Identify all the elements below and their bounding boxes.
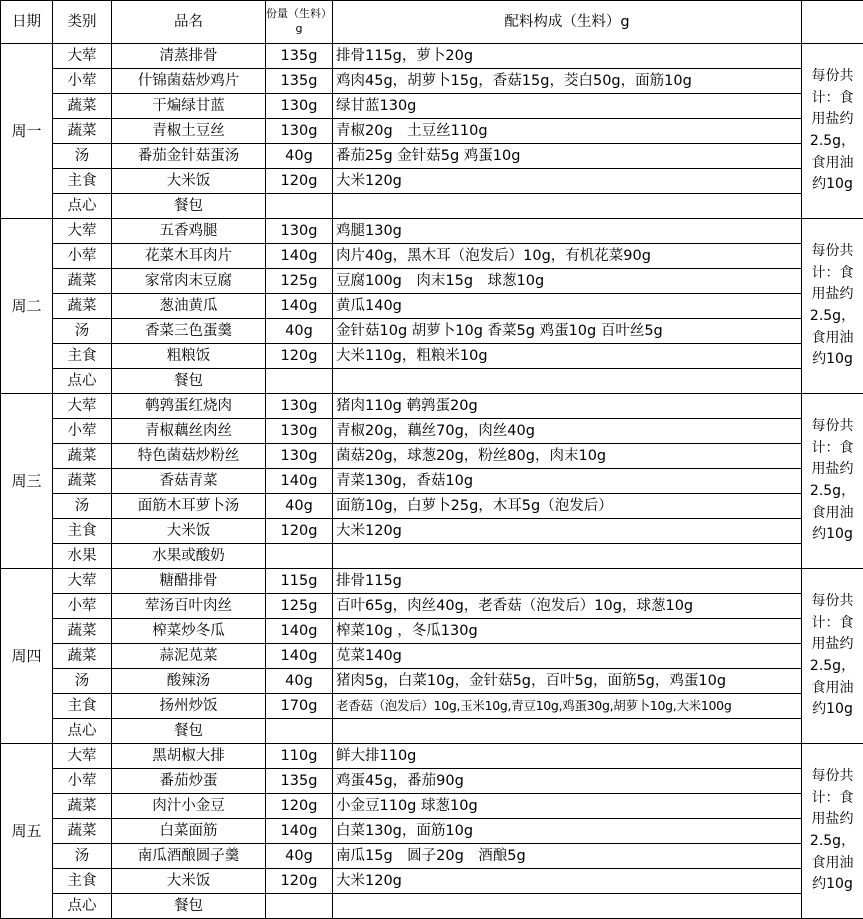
portion-cell: 130g — [266, 444, 333, 469]
table-row — [1, 594, 863, 619]
dish-name-cell: 酸辣汤 — [112, 669, 266, 694]
ingredients-cell: 老香菇（泡发后）10g,玉米10g,青豆10g,鸡蛋30g,胡萝卜10g,大米100g — [333, 694, 802, 719]
category-cell: 汤 — [53, 494, 112, 519]
ingredients-cell: 青椒20g 土豆丝110g — [333, 119, 802, 144]
category-cell: 蔬菜 — [53, 619, 112, 644]
portion-cell: 135g — [266, 69, 333, 94]
dish-name-cell: 鹌鹑蛋红烧肉 — [112, 394, 266, 419]
ingredients-cell: 榨菜10g ，冬瓜130g — [333, 619, 802, 644]
ingredients-cell: 大米120g — [333, 169, 802, 194]
category-cell: 蔬菜 — [53, 269, 112, 294]
nutrition-note: 每份共计：食用盐约2.5g，食用油约10g — [802, 394, 863, 569]
table-row — [1, 444, 863, 469]
ingredients-cell: 排骨115g，萝卜20g — [333, 44, 802, 69]
portion-cell: 130g — [266, 419, 333, 444]
dish-name-cell: 水果或酸奶 — [112, 544, 266, 569]
dish-name-cell: 餐包 — [112, 194, 266, 219]
portion-cell: 135g — [266, 44, 333, 69]
table-row — [1, 494, 863, 519]
portion-cell: 125g — [266, 594, 333, 619]
ingredients-cell: 青椒20g，藕丝70g，肉丝40g — [333, 419, 802, 444]
table-row — [1, 344, 863, 369]
category-cell: 大荤 — [53, 569, 112, 594]
table-row — [1, 869, 863, 894]
day-label: 周一 — [1, 44, 53, 219]
table-row — [1, 894, 863, 919]
portion-cell: 125g — [266, 269, 333, 294]
portion-cell: 120g — [266, 869, 333, 894]
portion-cell: 40g — [266, 144, 333, 169]
portion-cell: 120g — [266, 169, 333, 194]
ingredients-cell: 排骨115g — [333, 569, 802, 594]
table-row — [1, 719, 863, 744]
ingredients-cell: 白菜130g，面筋10g — [333, 819, 802, 844]
dish-name-cell: 糖醋排骨 — [112, 569, 266, 594]
portion-cell: 130g — [266, 94, 333, 119]
table-row — [1, 794, 863, 819]
ingredients-cell: 鲜大排110g — [333, 744, 802, 769]
dish-name-cell: 面筋木耳萝卜汤 — [112, 494, 266, 519]
table-row — [1, 419, 863, 444]
ingredients-cell: 番茄25g 金针菇5g 鸡蛋10g — [333, 144, 802, 169]
table-row — [1, 144, 863, 169]
table-row — [1, 44, 863, 69]
table-row — [1, 94, 863, 119]
table-row — [1, 694, 863, 719]
dish-name-cell: 清蒸排骨 — [112, 44, 266, 69]
category-cell: 小荤 — [53, 419, 112, 444]
header-note — [802, 1, 863, 44]
ingredients-cell: 苋菜140g — [333, 644, 802, 669]
category-cell: 蔬菜 — [53, 119, 112, 144]
ingredients-cell: 豆腐100g 肉末15g 球葱10g — [333, 269, 802, 294]
nutrition-note: 每份共计：食用盐约2.5g，食用油约10g — [802, 569, 863, 744]
portion-cell — [266, 194, 333, 219]
ingredients-cell: 猪肉110g 鹌鹑蛋20g — [333, 394, 802, 419]
table-row — [1, 194, 863, 219]
ingredients-cell: 大米110g，粗粮米10g — [333, 344, 802, 369]
portion-cell — [266, 894, 333, 919]
header-ingredients: 配料构成（生料）g — [333, 1, 802, 44]
header-category: 类别 — [53, 1, 112, 44]
category-cell: 大荤 — [53, 44, 112, 69]
dish-name-cell: 青椒土豆丝 — [112, 119, 266, 144]
table-row — [1, 669, 863, 694]
dish-name-cell: 葱油黄瓜 — [112, 294, 266, 319]
category-cell: 小荤 — [53, 769, 112, 794]
ingredients-cell: 青菜130g，香菇10g — [333, 469, 802, 494]
dish-name-cell: 番茄金针菇蛋汤 — [112, 144, 266, 169]
category-cell: 蔬菜 — [53, 94, 112, 119]
category-cell: 点心 — [53, 894, 112, 919]
category-cell: 大荤 — [53, 744, 112, 769]
ingredients-cell: 大米120g — [333, 519, 802, 544]
category-cell: 小荤 — [53, 69, 112, 94]
portion-cell: 130g — [266, 119, 333, 144]
table-row — [1, 169, 863, 194]
category-cell: 点心 — [53, 194, 112, 219]
ingredients-cell — [333, 894, 802, 919]
table-row — [1, 294, 863, 319]
ingredients-cell: 黄瓜140g — [333, 294, 802, 319]
ingredients-cell: 绿甘蓝130g — [333, 94, 802, 119]
category-cell: 汤 — [53, 844, 112, 869]
category-cell: 汤 — [53, 319, 112, 344]
category-cell: 大荤 — [53, 394, 112, 419]
dish-name-cell: 榨菜炒冬瓜 — [112, 619, 266, 644]
day-label: 周五 — [1, 744, 53, 919]
category-cell: 小荤 — [53, 594, 112, 619]
dish-name-cell: 花菜木耳肉片 — [112, 244, 266, 269]
table-row — [1, 619, 863, 644]
dish-name-cell: 番茄炒蛋 — [112, 769, 266, 794]
category-cell: 主食 — [53, 344, 112, 369]
ingredients-cell: 小金豆110g 球葱10g — [333, 794, 802, 819]
category-cell: 蔬菜 — [53, 294, 112, 319]
menu-body — [1, 44, 863, 919]
dish-name-cell: 餐包 — [112, 719, 266, 744]
dish-name-cell: 大米饭 — [112, 169, 266, 194]
portion-cell: 140g — [266, 294, 333, 319]
table-row — [1, 644, 863, 669]
ingredients-cell: 鸡肉45g，胡萝卜15g，香菇15g，茭白50g，面筋10g — [333, 69, 802, 94]
nutrition-note: 每份共计：食用盐约2.5g，食用油约10g — [802, 219, 863, 394]
table-row — [1, 519, 863, 544]
category-cell: 主食 — [53, 869, 112, 894]
table-row — [1, 319, 863, 344]
category-cell: 主食 — [53, 519, 112, 544]
portion-cell — [266, 719, 333, 744]
dish-name-cell: 粗粮饭 — [112, 344, 266, 369]
category-cell: 蔬菜 — [53, 644, 112, 669]
dish-name-cell: 家常肉末豆腐 — [112, 269, 266, 294]
dish-name-cell: 大米饭 — [112, 869, 266, 894]
dish-name-cell: 白菜面筋 — [112, 819, 266, 844]
dish-name-cell: 南瓜酒酿圆子羹 — [112, 844, 266, 869]
category-cell: 点心 — [53, 719, 112, 744]
category-cell: 蔬菜 — [53, 444, 112, 469]
portion-cell: 135g — [266, 769, 333, 794]
dish-name-cell: 香菇青菜 — [112, 469, 266, 494]
category-cell: 主食 — [53, 694, 112, 719]
portion-cell: 40g — [266, 494, 333, 519]
portion-cell: 170g — [266, 694, 333, 719]
table-row — [1, 819, 863, 844]
portion-cell: 130g — [266, 394, 333, 419]
category-cell: 水果 — [53, 544, 112, 569]
table-row — [1, 369, 863, 394]
table-row — [1, 569, 863, 594]
dish-name-cell: 香菜三色蛋羹 — [112, 319, 266, 344]
table-row — [1, 544, 863, 569]
ingredients-cell: 大米120g — [333, 869, 802, 894]
portion-cell: 110g — [266, 744, 333, 769]
portion-cell: 115g — [266, 569, 333, 594]
ingredients-cell: 金针菇10g 胡萝卜10g 香菜5g 鸡蛋10g 百叶丝5g — [333, 319, 802, 344]
ingredients-cell — [333, 369, 802, 394]
ingredients-cell: 菌菇20g，球葱20g，粉丝80g，肉末10g — [333, 444, 802, 469]
nutrition-note: 每份共计：食用盐约2.5g，食用油约10g — [802, 744, 863, 919]
category-cell: 大荤 — [53, 219, 112, 244]
category-cell: 汤 — [53, 144, 112, 169]
category-cell: 小荤 — [53, 244, 112, 269]
table-row — [1, 469, 863, 494]
portion-cell: 140g — [266, 469, 333, 494]
ingredients-cell: 南瓜15g 圆子20g 酒酿5g — [333, 844, 802, 869]
category-cell: 主食 — [53, 169, 112, 194]
table-row — [1, 769, 863, 794]
day-label: 周四 — [1, 569, 53, 744]
dish-name-cell: 肉汁小金豆 — [112, 794, 266, 819]
category-cell: 蔬菜 — [53, 794, 112, 819]
portion-cell — [266, 369, 333, 394]
portion-cell: 120g — [266, 344, 333, 369]
dish-name-cell: 餐包 — [112, 369, 266, 394]
ingredients-cell: 肉片40g，黑木耳（泡发后）10g，有机花菜90g — [333, 244, 802, 269]
table-row — [1, 744, 863, 769]
day-label: 周三 — [1, 394, 53, 569]
header-portion: 份量（生料）g — [266, 1, 333, 44]
dish-name-cell: 什锦菌菇炒鸡片 — [112, 69, 266, 94]
table-row — [1, 119, 863, 144]
portion-cell: 40g — [266, 844, 333, 869]
ingredients-cell: 面筋10g，白萝卜25g，木耳5g（泡发后） — [333, 494, 802, 519]
dish-name-cell: 黑胡椒大排 — [112, 744, 266, 769]
ingredients-cell: 猪肉5g，白菜10g，金针菇5g，百叶5g，面筋5g，鸡蛋10g — [333, 669, 802, 694]
dish-name-cell: 扬州炒饭 — [112, 694, 266, 719]
table-row — [1, 844, 863, 869]
header-row — [1, 1, 863, 44]
portion-cell: 120g — [266, 794, 333, 819]
ingredients-cell: 鸡腿130g — [333, 219, 802, 244]
ingredients-cell — [333, 719, 802, 744]
dish-name-cell: 大米饭 — [112, 519, 266, 544]
table-row — [1, 394, 863, 419]
header-dish: 品名 — [112, 1, 266, 44]
portion-cell: 140g — [266, 644, 333, 669]
dish-name-cell: 餐包 — [112, 894, 266, 919]
portion-cell: 40g — [266, 319, 333, 344]
ingredients-cell — [333, 194, 802, 219]
category-cell: 蔬菜 — [53, 469, 112, 494]
dish-name-cell: 特色菌菇炒粉丝 — [112, 444, 266, 469]
header-date: 日期 — [1, 1, 53, 44]
table-row — [1, 244, 863, 269]
table-row — [1, 69, 863, 94]
dish-name-cell: 荤汤百叶肉丝 — [112, 594, 266, 619]
portion-cell: 40g — [266, 669, 333, 694]
portion-cell: 120g — [266, 519, 333, 544]
nutrition-note: 每份共计：食用盐约2.5g，食用油约10g — [802, 44, 863, 219]
table-row — [1, 219, 863, 244]
dish-name-cell: 青椒藕丝肉丝 — [112, 419, 266, 444]
portion-cell — [266, 544, 333, 569]
category-cell: 蔬菜 — [53, 819, 112, 844]
category-cell: 点心 — [53, 369, 112, 394]
table-row — [1, 269, 863, 294]
portion-cell: 130g — [266, 219, 333, 244]
dish-name-cell: 蒜泥苋菜 — [112, 644, 266, 669]
portion-cell: 140g — [266, 619, 333, 644]
ingredients-cell: 鸡蛋45g，番茄90g — [333, 769, 802, 794]
portion-cell: 140g — [266, 244, 333, 269]
ingredients-cell: 百叶65g，肉丝40g，老香菇（泡发后）10g，球葱10g — [333, 594, 802, 619]
dish-name-cell: 干煸绿甘蓝 — [112, 94, 266, 119]
category-cell: 汤 — [53, 669, 112, 694]
portion-cell: 140g — [266, 819, 333, 844]
ingredients-cell — [333, 544, 802, 569]
dish-name-cell: 五香鸡腿 — [112, 219, 266, 244]
day-label: 周二 — [1, 219, 53, 394]
